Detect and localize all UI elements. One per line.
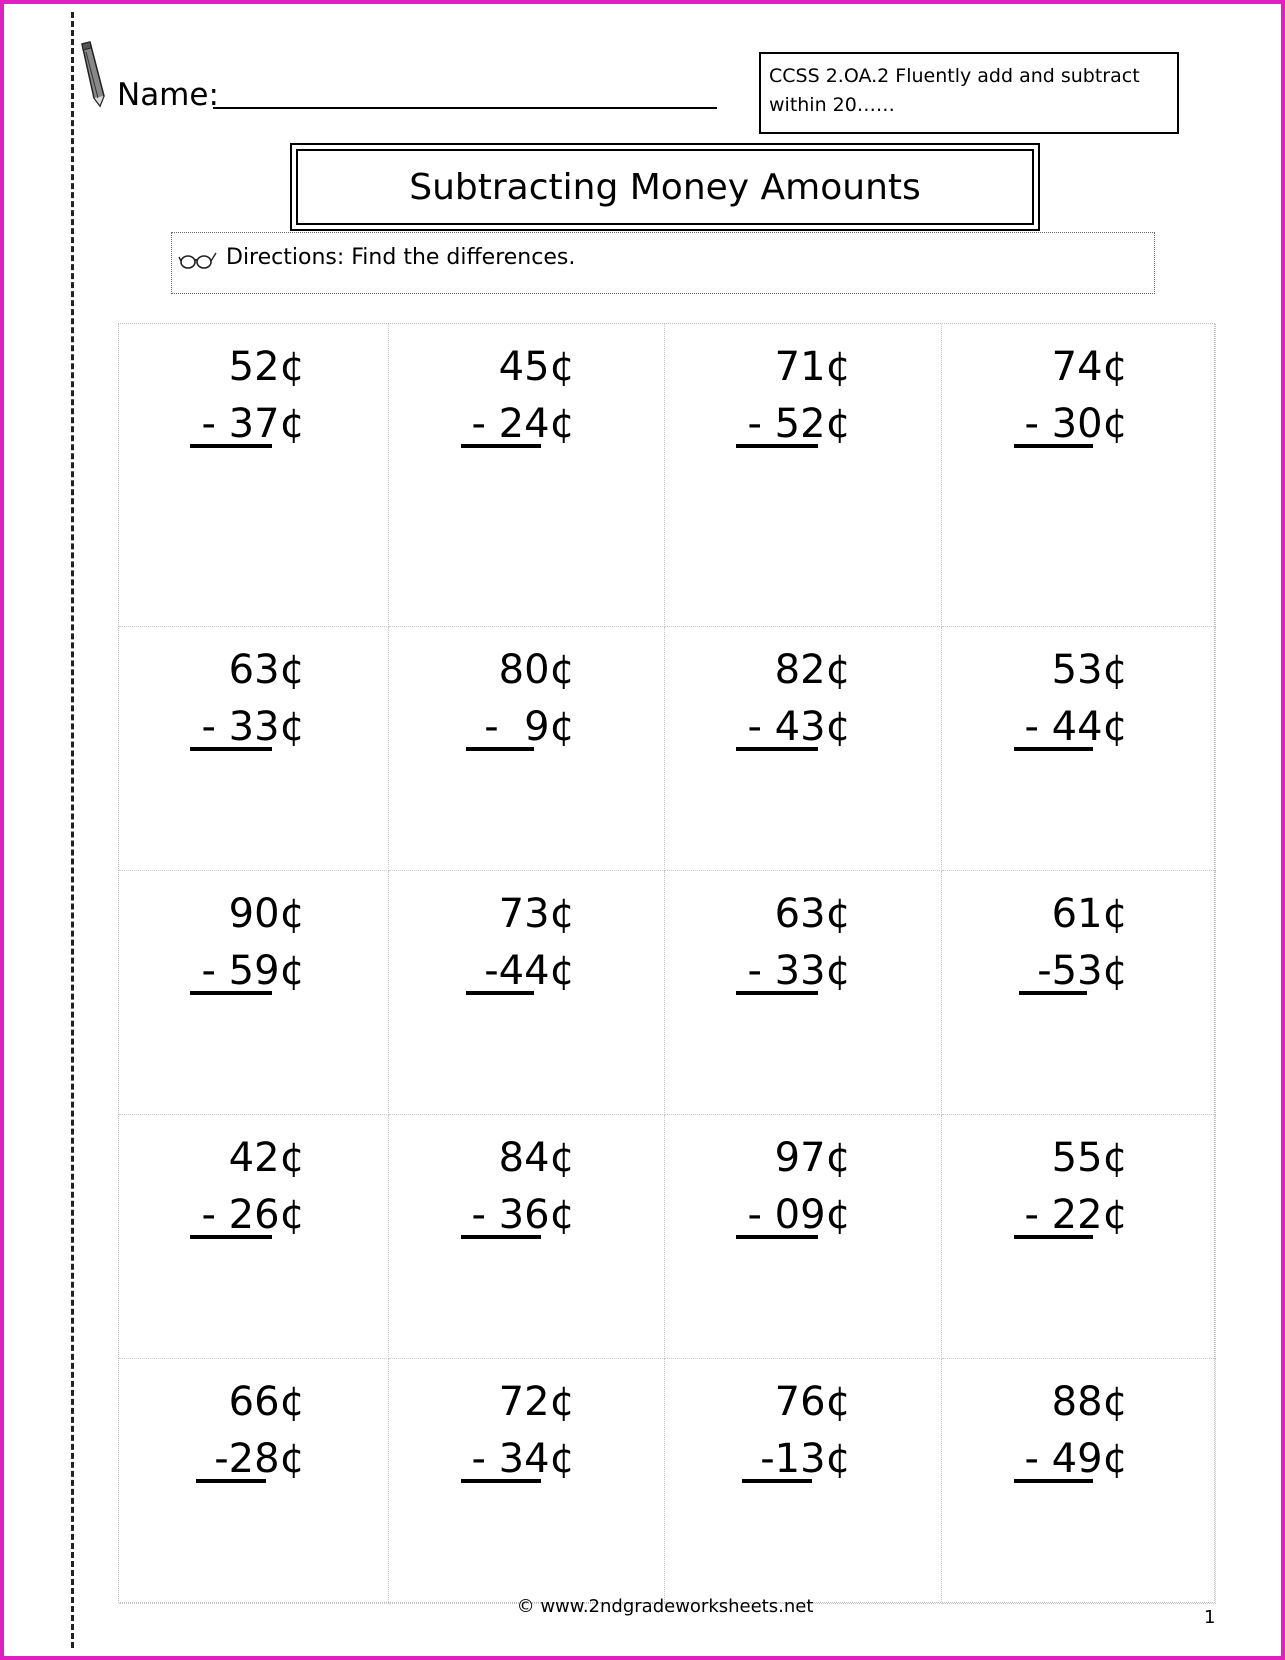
problem-grid	[118, 323, 1215, 1603]
problem-cell	[119, 1359, 389, 1604]
subtrahend: - 59¢	[201, 948, 305, 994]
minuend: 55¢	[1051, 1135, 1128, 1181]
answer-line	[736, 747, 818, 751]
minuend: 97¢	[774, 1135, 851, 1181]
subtrahend: - 33¢	[747, 948, 851, 994]
problem-cell	[942, 324, 1216, 627]
problem-cell	[665, 324, 942, 627]
directions-box	[171, 232, 1155, 294]
minuend: 84¢	[498, 1135, 575, 1181]
subtrahend: - 49¢	[1024, 1436, 1128, 1482]
answer-line	[736, 444, 818, 448]
answer-line	[466, 991, 534, 995]
answer-line	[1014, 1235, 1093, 1239]
minuend: 63¢	[228, 647, 305, 693]
problem-cell	[119, 627, 389, 871]
minuend: 73¢	[498, 891, 575, 937]
copyright: © www.2ndgradeworksheets.net	[516, 1596, 814, 1617]
answer-line	[190, 991, 272, 995]
subtrahend: - 43¢	[747, 704, 851, 750]
problem-cell	[119, 1115, 389, 1359]
answer-line	[466, 747, 534, 751]
answer-line	[461, 444, 541, 448]
answer-line	[461, 1235, 541, 1239]
minuend: 53¢	[1051, 647, 1128, 693]
minuend: 72¢	[498, 1379, 575, 1425]
problem-cell	[942, 1115, 1216, 1359]
subtrahend: -44¢	[484, 948, 575, 994]
subtrahend: - 33¢	[201, 704, 305, 750]
directions-text: Directions: Find the differences.	[226, 245, 576, 270]
answer-line	[190, 747, 272, 751]
subtrahend: - 09¢	[747, 1192, 851, 1238]
minuend: 90¢	[228, 891, 305, 937]
minuend: 42¢	[228, 1135, 305, 1181]
problem-cell	[389, 324, 665, 627]
standard-box: CCSS 2.OA.2 Fluently add and subtract within 20……	[759, 52, 1179, 134]
subtrahend: - 30¢	[1024, 401, 1128, 447]
answer-line	[1019, 991, 1087, 995]
problem-cell	[665, 1359, 942, 1604]
subtrahend: - 52¢	[747, 401, 851, 447]
minuend: 61¢	[1051, 891, 1128, 937]
minuend: 66¢	[228, 1379, 305, 1425]
subtrahend: - 26¢	[201, 1192, 305, 1238]
subtrahend: - 36¢	[471, 1192, 575, 1238]
answer-line	[190, 1235, 272, 1239]
subtrahend: - 24¢	[471, 401, 575, 447]
problem-cell	[665, 871, 942, 1115]
subtrahend: -13¢	[760, 1436, 851, 1482]
minuend: 74¢	[1051, 344, 1128, 390]
answer-line	[736, 1235, 818, 1239]
minuend: 71¢	[774, 344, 851, 390]
problem-cell	[389, 1359, 665, 1604]
answer-line	[736, 991, 818, 995]
problem-cell	[119, 871, 389, 1115]
subtrahend: -53¢	[1037, 948, 1128, 994]
subtrahend: -28¢	[214, 1436, 305, 1482]
problem-cell	[665, 627, 942, 871]
answer-line	[1014, 444, 1093, 448]
subtrahend: - 34¢	[471, 1436, 575, 1482]
minuend: 88¢	[1051, 1379, 1128, 1425]
title-box	[290, 143, 1040, 231]
subtrahend: - 9¢	[484, 704, 575, 750]
glasses-icon	[178, 247, 218, 273]
problem-cell	[389, 627, 665, 871]
problem-cell	[665, 1115, 942, 1359]
minuend: 45¢	[498, 344, 575, 390]
minuend: 82¢	[774, 647, 851, 693]
margin-line	[71, 12, 74, 1648]
page-title: Subtracting Money Amounts	[296, 149, 1034, 225]
problem-cell	[942, 871, 1216, 1115]
problem-cell	[389, 1115, 665, 1359]
minuend: 63¢	[774, 891, 851, 937]
answer-line	[1014, 1479, 1093, 1483]
minuend: 80¢	[498, 647, 575, 693]
minuend: 76¢	[774, 1379, 851, 1425]
problem-cell	[389, 871, 665, 1115]
problem-cell	[119, 324, 389, 627]
name-label: Name:	[117, 77, 219, 113]
answer-line	[461, 1479, 541, 1483]
pencil-icon	[78, 40, 112, 110]
answer-line	[190, 444, 272, 448]
page-number: 1	[1204, 1607, 1216, 1628]
subtrahend: - 44¢	[1024, 704, 1128, 750]
answer-line	[196, 1479, 266, 1483]
name-field[interactable]	[213, 107, 717, 109]
problem-cell	[942, 1359, 1216, 1604]
subtrahend: - 22¢	[1024, 1192, 1128, 1238]
answer-line	[742, 1479, 812, 1483]
subtrahend: - 37¢	[201, 401, 305, 447]
problem-cell	[942, 627, 1216, 871]
answer-line	[1014, 747, 1093, 751]
minuend: 52¢	[228, 344, 305, 390]
